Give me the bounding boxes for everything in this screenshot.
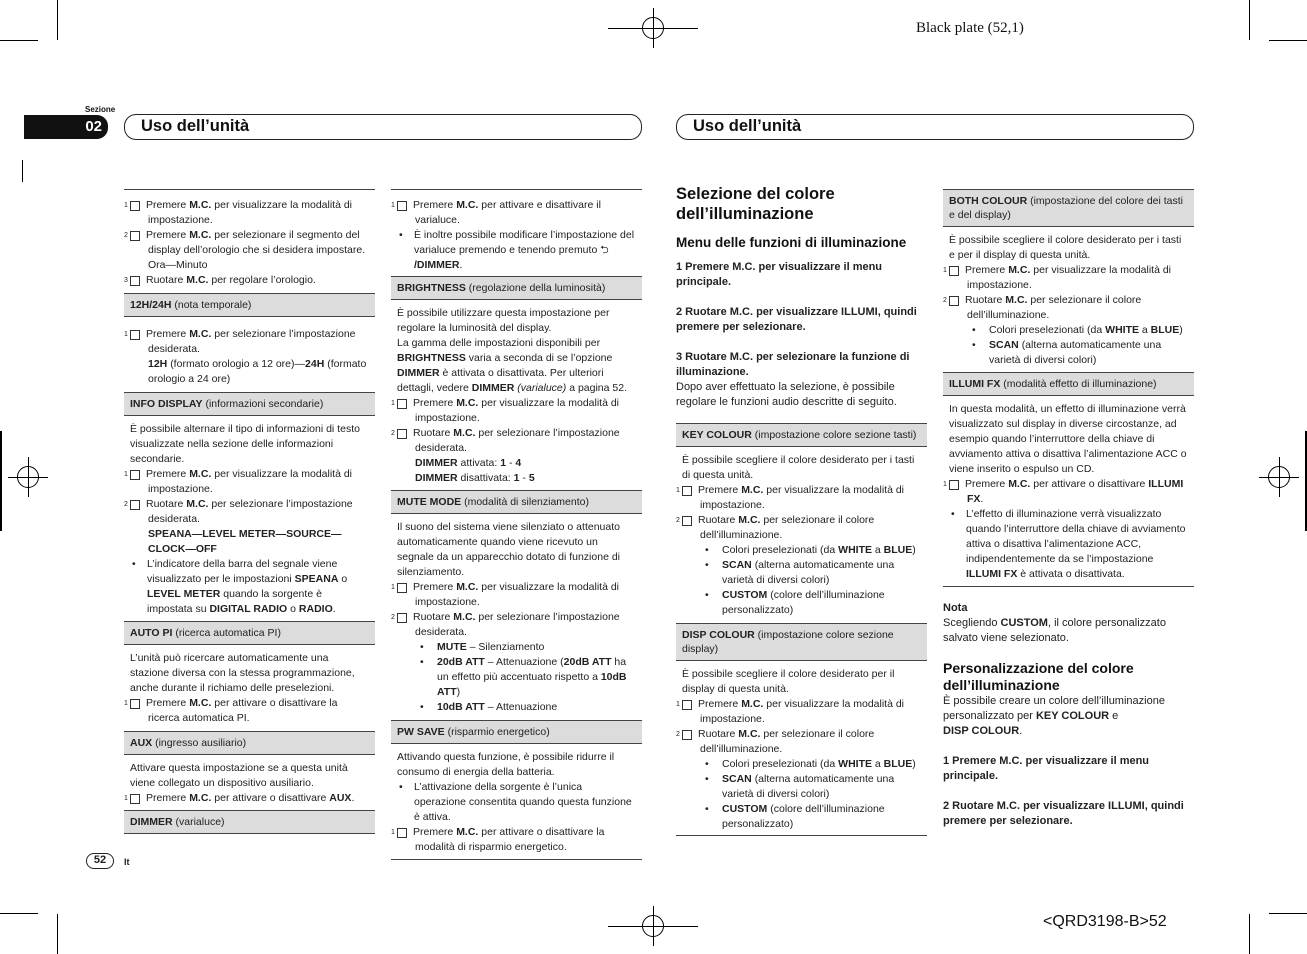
instruction-step: 1 Premere M.C. per visualizzare il menu principale. [676, 261, 883, 288]
clock-steps [124, 189, 375, 291]
setting-body-12h24h [124, 317, 375, 390]
setting-header-disp-colour: DISP COLOUR (impostazione colore sezione display) [676, 623, 927, 661]
step-1: 1 Premere M.C. per visualizzare la modalità di impostazione. [676, 698, 905, 725]
page-number-badge: 52 [86, 853, 114, 869]
step-2: 2 Ruotare M.C. per selezionare il colore dell’illuminazione. [676, 728, 875, 755]
step-1: 1 Premere M.C. per attivare o disattivare la modalità di risparmio energetico. [391, 826, 605, 853]
instruction-step: 1 Premere M.C. per visualizzare il menu principale. [943, 755, 1150, 782]
instruction-step: 2 Ruotare M.C. per visualizzare ILLUMI, quindi premere per selezionare. [943, 800, 1184, 827]
crop-mark [1249, 0, 1250, 40]
setting-header-illumi-fx: ILLUMI FX (modalità effetto di illuminazione) [943, 372, 1194, 396]
crop-mark [0, 913, 38, 914]
step-2: 2 Ruotare M.C. per selezionare il colore dell’illuminazione. [676, 514, 875, 541]
option-item: • SCAN (alterna automaticamente una varietà di diversi colori) [682, 772, 921, 802]
step-2: 2 Ruotare M.C. per selezionare il colore dell’illuminazione. [943, 294, 1142, 321]
option-item: • CUSTOM (colore dell’illuminazione personalizzato) [682, 802, 921, 832]
step-1: 1 Premere M.C. per attivare o disattivare AUX. [124, 792, 355, 804]
registration-mark [1268, 466, 1290, 488]
registration-mark [642, 915, 664, 937]
crop-mark [608, 926, 642, 927]
note-heading: Nota [943, 602, 968, 614]
setting-header-both-colour: BOTH COLOUR (impostazione del colore dei tasti e del display) [943, 189, 1194, 227]
crop-mark [0, 431, 2, 531]
crop-mark [1269, 40, 1307, 41]
setting-header-auto-pi: AUTO PI (ricerca automatica PI) [124, 621, 375, 645]
option-item: • Colori preselezionati (da WHITE a BLUE) [949, 323, 1188, 338]
paragraph: In questa modalità, un effetto di illuminazione verrà visualizzato sul display in diverse circostanze, ad esempio quando l’interruttore della chiave di avviamento attiva o disattiva l’alimentazione ACC o viene inserito o espulso un CD. [949, 403, 1187, 475]
registration-mark [642, 17, 664, 39]
step-3: 3 Ruotare M.C. per regolare l’orologio. [124, 274, 316, 286]
return-icon: ⮌ [600, 244, 609, 256]
black-plate-label: Black plate (52,1) [916, 20, 1024, 36]
subsection-heading: Menu delle funzioni di illuminazione [676, 235, 907, 250]
registration-mark [17, 466, 39, 488]
step-1: 1 Premere M.C. per visualizzare la modalità di impostazione. [676, 484, 905, 511]
option-item: • 20dB ATT – Attenuazione (20dB ATT ha un effetto più accentuato rispetto a 10dB ATT) [397, 655, 636, 700]
crop-mark [1269, 913, 1307, 914]
setting-body-mute-mode [391, 514, 642, 718]
setting-header-dimmer: DIMMER (varialuce) [124, 810, 375, 834]
setting-body-illumi-fx [943, 396, 1194, 587]
bullet: • È inoltre possibile modificare l’impostazione del varialuce premendo e tenendo premuto ⮌ /DIMMER. [397, 228, 636, 273]
crop-mark [664, 28, 698, 29]
setting-header-mute-mode: MUTE MODE (modalità di silenziamento) [391, 490, 642, 514]
paragraph: La gamma delle impostazioni disponibili per BRIGHTNESS varia a seconda di se l’opzione DIMMER è attivata o disattivata. Per ulteriori dettagli, vedere DIMMER (varialuce) a pagina 52. [397, 337, 627, 394]
setting-header-pw-save: PW SAVE (risparmio energetico) [391, 720, 642, 744]
step-2: 2 Premere M.C. per selezionare il segmento del display dell’orologio che si desidera impostare. Ora—Minuto [124, 229, 366, 271]
bullet: • L’effetto di illuminazione verrà visualizzato quando l’interruttore della chiave di avviamento attiva o disattiva l’alimentazione ACC, indipendentemente da se l’impostazione ILLUMI FX è attivata o disattivata. [949, 507, 1188, 582]
option-item: • Colori preselezionati (da WHITE a BLUE) [682, 757, 921, 772]
setting-body-aux [124, 755, 375, 809]
crop-mark [1249, 914, 1250, 954]
setting-header-brightness: BRIGHTNESS (regolazione della luminosità) [391, 276, 642, 300]
option-item: • CUSTOM (colore dell’illuminazione personalizzato) [682, 588, 921, 618]
bullet: • L’indicatore della barra del segnale viene visualizzato per le impostazioni SPEANA o LEVEL METER quando la sorgente è impostata su DIGITAL RADIO o RADIO. [130, 557, 369, 617]
crop-mark [57, 0, 58, 40]
step-1: 1 Premere M.C. per attivare o disattivare la ricerca automatica PI. [124, 697, 338, 724]
setting-body-both-colour [943, 227, 1194, 371]
step-2: 2 Ruotare M.C. per selezionare l’impostazione desiderata. DIMMER attivata: 1 - 4 DIMMER disattivata: 1 - 5 [391, 427, 620, 484]
option-item: • SCAN (alterna automaticamente una varietà di diversi colori) [682, 558, 921, 588]
step-1: 1 Premere M.C. per visualizzare la modalità di impostazione. [391, 397, 620, 424]
crop-mark [664, 926, 698, 927]
paragraph: È possibile alternare il tipo di informazioni di testo visualizzate nella sezione delle informazioni secondarie. [130, 423, 360, 465]
step-2: 2 Ruotare M.C. per selezionare l’impostazione desiderata. SPEANA—LEVEL METER—SOURCE—CLOCK—OFF [124, 498, 353, 555]
section-heading: Selezione del colore dell’illuminazione [676, 185, 835, 223]
crop-mark [22, 160, 23, 182]
instruction-step: 2 Ruotare M.C. per visualizzare ILLUMI, quindi premere per selezionare. [676, 306, 917, 333]
setting-body-auto-pi [124, 645, 375, 729]
setting-body-key-colour [676, 447, 927, 621]
subsection-heading: Personalizzazione del colore dell’illuminazione [943, 660, 1134, 693]
paragraph: È possibile scegliere il colore desiderato per i tasti e per il display di questa unità. [949, 234, 1182, 261]
step-1: 1 Premere M.C. per selezionare l’impostazione desiderata. 12H (formato orologio a 12 ore)—24H (formato orologio a 24 ore) [124, 328, 367, 385]
step-1: 1 Premere M.C. per visualizzare la modalità di impostazione. [391, 581, 620, 608]
paragraph: È possibile utilizzare questa impostazione per regolare la luminosità del display. [397, 307, 610, 334]
crop-mark [57, 914, 58, 954]
document-code: <QRD3198-B>52 [1043, 913, 1167, 930]
step-1: 1 Premere M.C. per attivare o disattivare ILLUMI FX. [943, 478, 1184, 505]
setting-body-info-display [124, 416, 375, 620]
step-1: 1 Premere M.C. per visualizzare la modalità di impostazione. [124, 468, 353, 495]
section-number-badge: 02 [24, 115, 108, 139]
step-1: 1 Premere M.C. per visualizzare la modalità di impostazione. [943, 264, 1172, 291]
paragraph: Attivando questa funzione, è possibile ridurre il consumo di energia della batteria. [397, 751, 615, 778]
setting-body-pw-save [391, 744, 642, 860]
step-1: 1 Premere M.C. per visualizzare la modalità di impostazione. [124, 199, 353, 226]
option-item: • SCAN (alterna automaticamente una varietà di diversi colori) [949, 338, 1188, 368]
paragraph: È possibile creare un colore dell’illuminazione personalizzato per KEY COLOUR e DISP COLOUR. [943, 695, 1165, 737]
setting-header-key-colour: KEY COLOUR (impostazione colore sezione tasti) [676, 423, 927, 447]
step-2: 2 Ruotare M.C. per selezionare l’impostazione desiderata. [391, 611, 620, 638]
option-item: • 10dB ATT – Attenuazione [397, 700, 636, 715]
setting-body-brightness [391, 300, 642, 489]
setting-body-disp-colour [676, 661, 927, 836]
note-text: Scegliendo CUSTOM, il colore personalizzato salvato viene selezionato. [943, 617, 1166, 644]
setting-header-12h24h: 12H/24H (nota temporale) [124, 293, 375, 317]
paragraph: Il suono del sistema viene silenziato o attenuato automaticamente quando viene ricevuto un segnale da un apparecchio dotato di funzione di silenziamento. [397, 521, 621, 578]
setting-body-dimmer [391, 189, 642, 276]
option-item: • MUTE – Silenziamento [397, 640, 636, 655]
crop-mark [0, 40, 38, 41]
option-item: • Colori preselezionati (da WHITE a BLUE) [682, 543, 921, 558]
paragraph: È possibile scegliere il colore desiderato per i tasti di questa unità. [682, 454, 915, 481]
crop-mark [608, 28, 642, 29]
section-title-left: Uso dell’unità [124, 114, 642, 140]
instruction-step: 3 Ruotare M.C. per selezionare la funzione di illuminazione. [676, 351, 910, 378]
setting-header-aux: AUX (ingresso ausiliario) [124, 731, 375, 755]
column-4 [943, 189, 1194, 829]
column-3 [676, 184, 927, 836]
paragraph: È possibile scegliere il colore desiderato per il display di questa unità. [682, 668, 895, 695]
setting-header-info-display: INFO DISPLAY (informazioni secondarie) [124, 392, 375, 416]
paragraph: Attivare questa impostazione se a questa unità viene collegato un dispositivo ausiliario. [130, 762, 348, 789]
paragraph: Dopo aver effettuato la selezione, è possibile regolare le funzioni audio descritte di seguito. [676, 381, 897, 408]
column-1 [124, 189, 375, 834]
language-label: It [124, 857, 130, 867]
step-1: 1 Premere M.C. per attivare e disattivare il varialuce. [391, 199, 601, 226]
paragraph: L’unità può ricercare automaticamente una stazione diversa con la stessa programmazione, anche durante il richiamo delle preselezioni. [130, 652, 355, 694]
bullet: • L’attivazione della sorgente è l’unica operazione consentita quando questa funzione è attiva. [397, 780, 636, 825]
column-2 [391, 189, 642, 860]
section-label: Sezione [85, 105, 116, 114]
section-title-right: Uso dell’unità [676, 114, 1194, 140]
